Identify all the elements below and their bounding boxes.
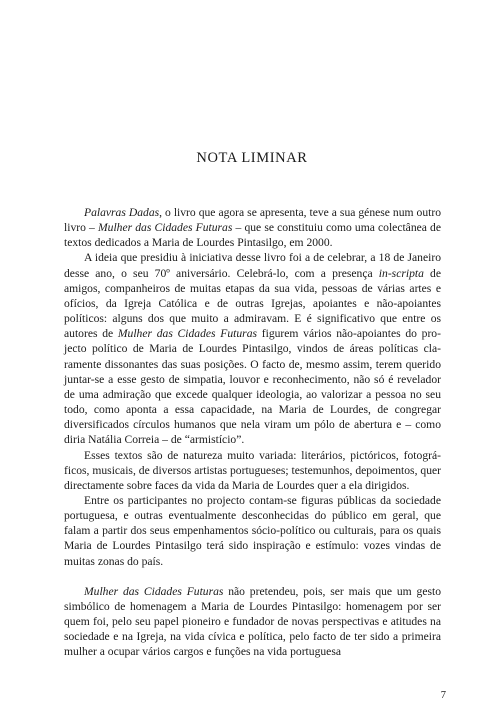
text-run: , o livro que agora se apresenta, teve a sua génese num outro livro – [64, 206, 441, 235]
text-run: de amigos, companheiros de muitas etapas da sua vida, pessoas de várias artes e ofícios, da Igreja Católica e de outras Igrejas, apoiantes e não-apoiantes políticos: alguns dos que muito a admiravam. E é significativo que entre os autores de [64, 266, 442, 341]
page-title: NOTA LIMINAR [196, 150, 308, 166]
paragraph [64, 584, 441, 660]
paragraph [64, 250, 441, 447]
text-run: não pretendeu, pois, ser mais que um gesto simbólico de homenagem a Maria de Lourdes Pintasilgo: homenagem por ser quem foi, pelo seu papel pioneiro e fundador de novas perspectivas e atitudes na sociedade e na Igreja, na vida cívica e política, pelo facto de ter sido a primeira mulher a ocupar vários cargos e funções na vida portuguesa [64, 584, 441, 659]
italic-text: in-scripta [378, 266, 424, 280]
italic-text: Mulher das Cidades Futuras [84, 584, 224, 598]
body-text [64, 205, 441, 660]
page-number: 7 [440, 690, 446, 701]
italic-text: Mulher das Cidades Futuras [117, 327, 258, 341]
italic-text: Mulher das Cidades Futuras [97, 221, 233, 235]
text-run: figurem vários não-apoiantes do projecto político de Maria de Lourdes Pintasilgo, vindos de áreas políticas claramente dissonantes das suas posições. O facto de, mesmo assim, terem querido juntar-se a esse gesto de simpatia, louvor e reconhecimento, não só é revelador de uma admiração que excede qualquer ideologia, ao valorizar a pessoa no seu todo, como aponta a essa capacidade, na Maria de Lourdes, de congregar diversificados círculos humanos que nela viram um pólo de abertura e – como diria Natália Correia – de “armistício”. [64, 327, 441, 447]
italic-text: Palavras Dadas [84, 206, 160, 219]
text-run: A ideia que presidiu à iniciativa desse livro foi a de celebrar, a 18 de Janeiro desse ano, o seu 70º aniversário. Celebrá-lo, com a presença [64, 251, 441, 280]
text-run: Esses textos são de natureza muito variada: literários, pictóricos, fotográficos, musicais, de diversos artistas portugueses; testemunhos, depoimentos, quer directamente sobre faces da vida da Maria de Lourdes quer a ela dirigidos. [64, 448, 441, 492]
text-run: – que se constituiu como uma colectânea de textos dedicados a Maria de Lourdes Pintasilgo, em 2000. [64, 221, 442, 250]
text-run: Entre os participantes no projecto contam-se figuras públicas da sociedade portuguesa, e outras eventualmente desconhecidas do público em geral, que falam a partir dos seus empenhamentos sócio-político ou culturais, para os quais Maria de Lourdes Pintasilgo terá sido inspiração e estímulo: vozes vindas de muitas zonas do país. [64, 493, 441, 568]
paragraph [64, 448, 441, 493]
paragraph [64, 205, 441, 250]
paragraph [64, 493, 441, 569]
